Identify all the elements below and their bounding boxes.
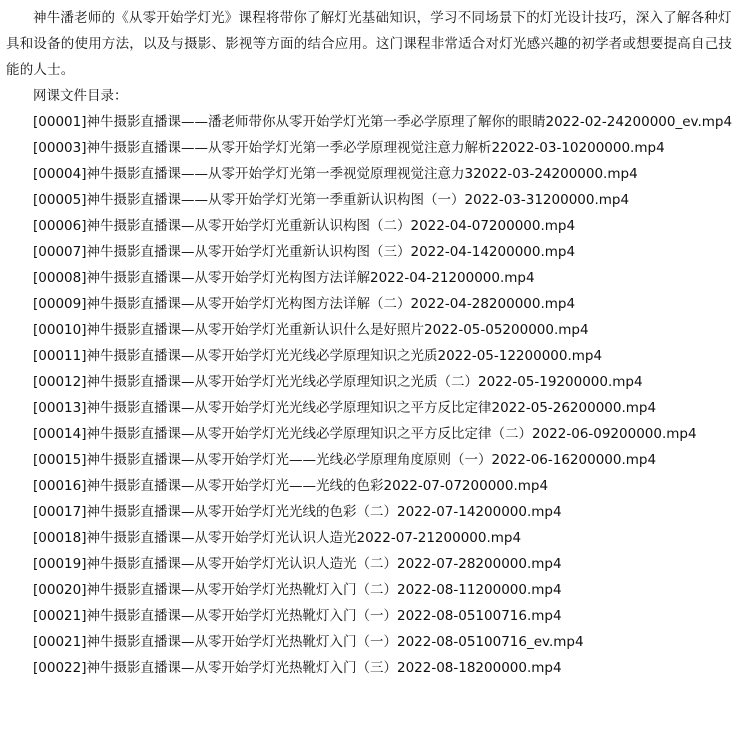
file-list-item: [00015]神牛摄影直播课—从零开始学灯光——光线必学原理角度原则（一）2022-06-16200000.mp4 [33,452,657,468]
file-list-item: [00001]神牛摄影直播课——潘老师带你从零开始学灯光第一季必学原理了解你的眼睛2022-02-24200000_ev.mp4 [33,114,733,130]
file-list-item: [00021]神牛摄影直播课—从零开始学灯光热靴灯入门（一）2022-08-05100716.mp4 [33,608,562,624]
file-list-item: [00017]神牛摄影直播课—从零开始学灯光光线的色彩（二）2022-07-14200000.mp4 [33,504,562,520]
file-list-item: [00012]神牛摄影直播课—从零开始学灯光光线必学原理知识之光质（二）2022-05-19200000.mp4 [33,374,643,390]
course-intro-paragraph: 神牛潘老师的《从零开始学灯光》课程将带你了解灯光基础知识，学习不同场景下的灯光设计技巧，深入了解各种灯具和设备的使用方法，以及与摄影、影视等方面的结合应用。这门课程非常适合对灯光感兴趣的初学者或想要提高自己技能的人士。 [6,10,733,78]
file-list-item: [00013]神牛摄影直播课—从零开始学灯光光线必学原理知识之平方反比定律2022-05-26200000.mp4 [33,400,657,416]
file-list-item: [00018]神牛摄影直播课—从零开始学灯光认识人造光2022-07-21200000.mp4 [33,530,522,546]
file-list-item: [00019]神牛摄影直播课—从零开始学灯光认识人造光（二）2022-07-28200000.mp4 [33,556,562,572]
directory-title: 网课文件目录： [33,88,128,104]
file-list-item: [00022]神牛摄影直播课—从零开始学灯光热靴灯入门（三）2022-08-18200000.mp4 [33,660,562,676]
file-list [6,109,736,681]
file-list-item: [00004]神牛摄影直播课——从零开始学灯光第一季视觉原理视觉注意力32022-03-24200000.mp4 [33,166,638,182]
file-list-item: [00009]神牛摄影直播课—从零开始学灯光构图方法详解（二）2022-04-28200000.mp4 [33,296,576,312]
file-list-item: [00020]神牛摄影直播课—从零开始学灯光热靴灯入门（二）2022-08-11200000.mp4 [33,582,562,598]
file-list-item: [00011]神牛摄影直播课—从零开始学灯光光线必学原理知识之光质2022-05-12200000.mp4 [33,348,603,364]
document-body [6,5,736,681]
file-list-item: [00016]神牛摄影直播课—从零开始学灯光——光线的色彩2022-07-07200000.mp4 [33,478,549,494]
file-list-item: [00007]神牛摄影直播课—从零开始学灯光重新认识构图（三）2022-04-14200000.mp4 [33,244,576,260]
file-list-item: [00021]神牛摄影直播课—从零开始学灯光热靴灯入门（一）2022-08-05100716_ev.mp4 [33,634,584,650]
file-list-item: [00006]神牛摄影直播课—从零开始学灯光重新认识构图（二）2022-04-07200000.mp4 [33,218,576,234]
file-list-item: [00010]神牛摄影直播课—从零开始学灯光重新认识什么是好照片2022-05-05200000.mp4 [33,322,589,338]
file-list-item: [00005]神牛摄影直播课——从零开始学灯光第一季重新认识构图（一）2022-03-31200000.mp4 [33,192,630,208]
file-list-item: [00003]神牛摄影直播课——从零开始学灯光第一季必学原理视觉注意力解析22022-03-10200000.mp4 [33,140,665,156]
file-list-item: [00014]神牛摄影直播课—从零开始学灯光光线必学原理知识之平方反比定律（二）2022-06-09200000.mp4 [33,426,697,442]
file-list-item: [00008]神牛摄影直播课—从零开始学灯光构图方法详解2022-04-21200000.mp4 [33,270,535,286]
